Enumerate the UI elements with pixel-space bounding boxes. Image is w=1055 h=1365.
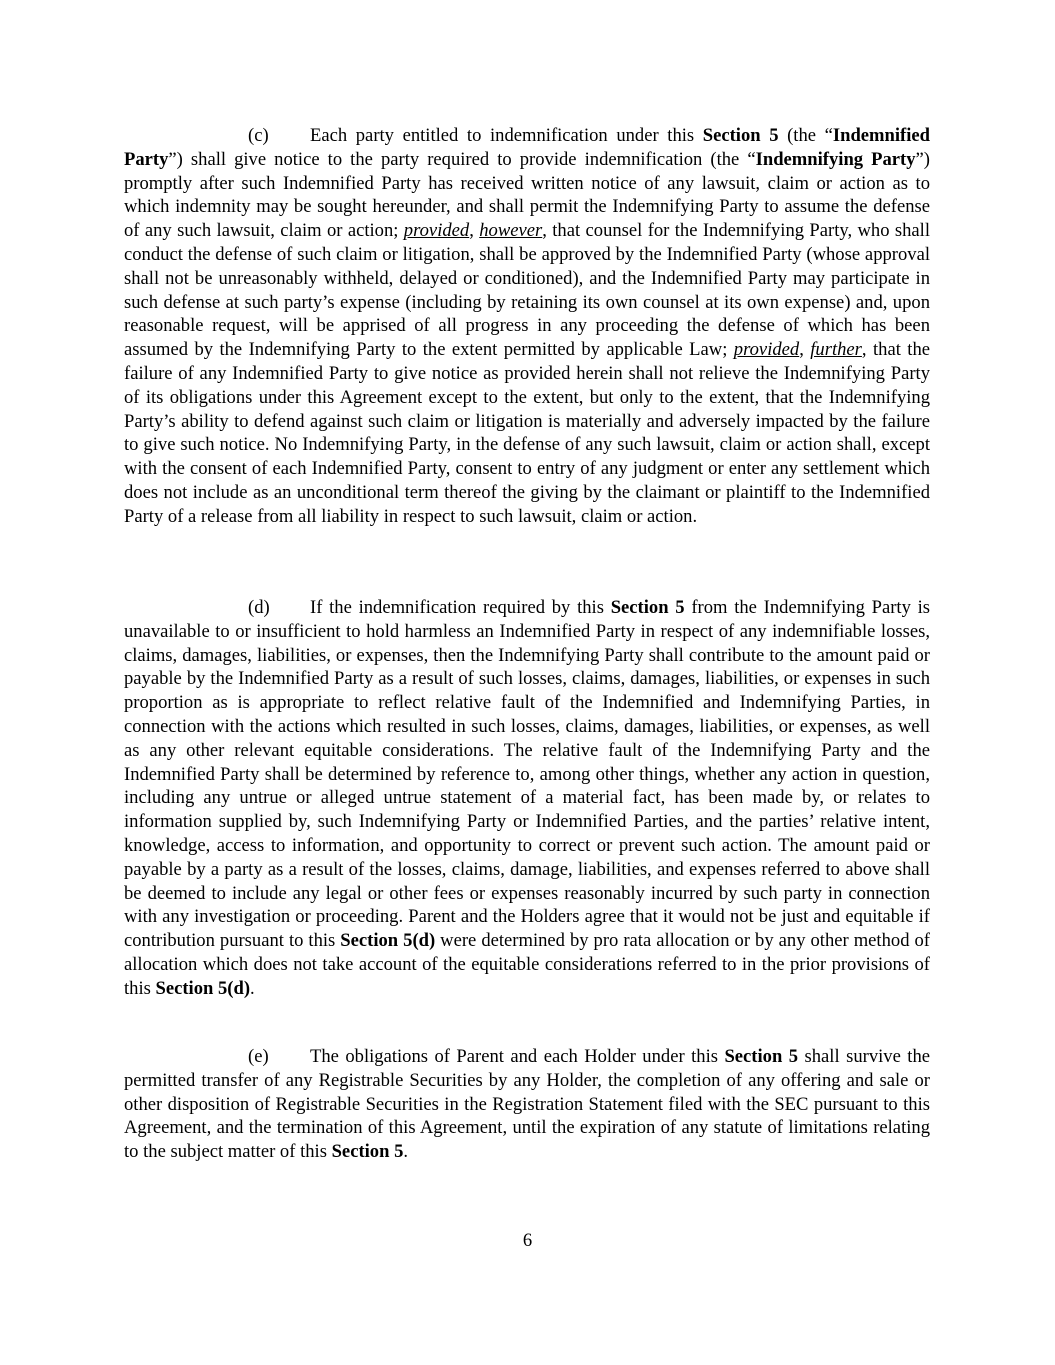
paragraph-label: (e) (248, 1046, 269, 1067)
section-reference: Section 5(d) (155, 977, 251, 999)
section-reference: Section 5 (610, 597, 685, 618)
paragraph-text: ”) promptly after such Indemnified Party has received written notice of any lawsuit, claim or action as to which indemnity may be sought hereunder, and shall permit the Indemnifying Party to assume the defense of any such lawsuit, claim or action; (124, 148, 930, 242)
paragraph-d (124, 596, 930, 1001)
paragraph-text: , that counsel for the Indemnifying Party, who shall conduct the defense of such claim or litigation, shall be approved by the Indemnified Party (whose approval shall not be unreasonably withheld, delayed or conditioned), and the Indemnified Party may participate in such defense at such party’s expense (including by retaining its own counsel at its own expense) and, upon reasonable request, will be apprised of all progress in any proceeding the defense of which has been assumed by the Indemnifying Party to the extent permitted by applicable Law; (124, 220, 931, 361)
paragraph-text: , (799, 339, 811, 361)
section-reference: Section 5 (331, 1141, 404, 1163)
paragraph-text: (the “ (778, 125, 833, 146)
defined-term: Indemnified Party (124, 125, 930, 170)
emphasis-text: provided (733, 339, 800, 361)
paragraph-e (124, 1045, 930, 1164)
paragraph-text: , that the failure of any Indemnified Party to give notice as provided herein shall not relieve the Indemnifying Party of its obligations under this Agreement except to the extent, but only to the extent, that the Indemnifying Party’s ability to defend against such claim or litigation is materially and adversely impacted by the failure to give such notice. No Indemnifying Party, in the defense of any such lawsuit, claim or action shall, except with the consent of each Indemnified Party, consent to entry of any judgment or enter any settlement which does not include as an unconditional term thereof the giving by the claimant or plaintiff to the Indemnified Party of a release from all liability in respect to such lawsuit, claim or action. (124, 339, 930, 527)
paragraph-text: ”) shall give notice to the party required to provide indemnification (the “ (168, 148, 756, 170)
paragraph-text: . (403, 1141, 409, 1163)
paragraph-text: . (250, 977, 255, 999)
paragraph-text: Each party entitled to indemnification under this (310, 125, 703, 146)
emphasis-text: however (479, 220, 543, 242)
page-number: 6 (522, 1230, 533, 1251)
paragraph-label: (d) (248, 597, 270, 618)
section-reference: Section 5 (702, 125, 779, 146)
section-reference: Section 5 (724, 1046, 799, 1067)
emphasis-text: further (810, 339, 862, 361)
paragraph-text: If the indemnification required by this (310, 597, 611, 618)
emphasis-text: provided (403, 220, 470, 242)
defined-term: Indemnifying Party (755, 148, 916, 170)
paragraph-text: , (469, 220, 480, 242)
paragraph-c (124, 124, 930, 529)
section-reference: Section 5(d) (340, 930, 436, 952)
paragraph-text: The obligations of Parent and each Holder under this (310, 1046, 725, 1067)
paragraph-text: shall survive the permitted transfer of any Registrable Securities by any Holder, the completion of any offering and sale or other disposition of Registrable Securities in the Registration Statement filed with the SEC pursuant to this Agreement, and the termination of this Agreement, until the expiration of any statute of limitations relating to the subject matter of this (124, 1046, 931, 1163)
paragraph-text: were determined by pro rata allocation or by any other method of allocation which does not take account of the equitable considerations referred to in the prior provisions of this (124, 930, 930, 999)
paragraph-label: (c) (248, 125, 269, 146)
paragraph-text: from the Indemnifying Party is unavailable to or insufficient to hold harmless an Indemnified Party in respect of any indemnifiable losses, claims, damages, liabilities, or expenses, then the Indemnifying Party shall contribute to the amount paid or payable by the Indemnified Party as a result of such losses, claims, damages, liabilities, or expenses in such proportion as is appropriate to reflect relative fault of the Indemnified and Indemnifying Parties, in connection with the actions which resulted in such losses, claims, damages, liabilities, or expenses, as well as any other relevant equitable considerations. The relative fault of the Indemnifying Party and the Indemnified Party shall be determined by reference to, among other things, whether any action in question, including any untrue or alleged untrue statement of a material fact, has been made by, or relates to information supplied by, such Indemnifying Party or Indemnified Parties, and the parties’ relative intent, knowledge, access to information, and opportunity to correct or prevent such action. The amount paid or payable by a party as a result of the losses, claims, damage, liabilities, and expenses referred to above shall be deemed to include any legal or other fees or expenses reasonably incurred by such party in connection with any investigation or proceeding. Parent and the Holders agree that it would not be just and equitable if contribution pursuant to this (124, 597, 931, 952)
